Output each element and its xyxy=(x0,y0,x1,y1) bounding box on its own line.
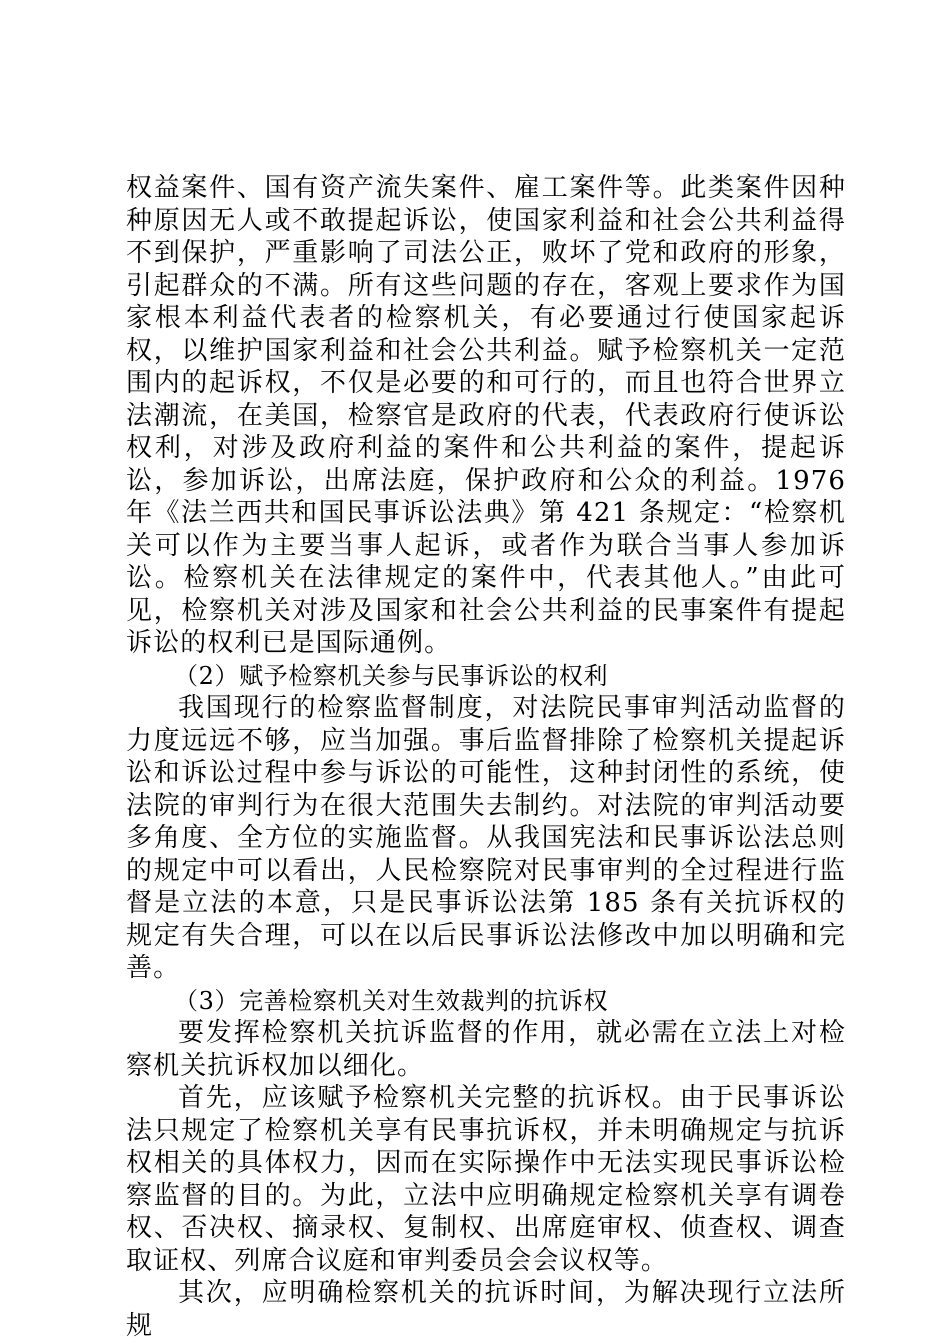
section-heading-3: （3）完善检察机关对生效裁判的抗诉权 xyxy=(174,986,609,1015)
document-body xyxy=(126,172,846,1342)
paragraph-first-point: 首先，应该赋予检察机关完整的抗诉权。由于民事诉讼法只规定了检察机关享有民事抗诉权，并未明确规定与抗诉权相关的具体权力，因而在实际操作中无法实现民事诉讼检察监督的目的。为此，立法中应明确规定检察机关享有调卷权、否决权、摘录权、复制权、出席庭审权、侦查权、调查取证权、列席合议庭和审判委员会会议权等。 xyxy=(126,1083,846,1276)
section-heading-2: （2）赋予检察机关参与民事诉讼的权利 xyxy=(174,661,609,690)
paragraph-continuation: 权益案件、国有资产流失案件、雇工案件等。此类案件因种种原因无人或不敢提起诉讼，使国家利益和社会公共利益得不到保护，严重影响了司法公正，败坏了党和政府的形象，引起群众的不满。所有这些问题的存在，客观上要求作为国家根本利益代表者的检察机关，有必要通过行使国家起诉权，以维护国家利益和社会公共利益。赋予检察机关一定范围内的起诉权，不仅是必要的和可行的，而且也符合世界立法潮流，在美国，检察官是政府的代表，代表政府行使诉讼权利，对涉及政府利益的案件和公共利益的案件，提起诉讼，参加诉讼，出席法庭，保护政府和公众的利益。1976 年《法兰西共和国民事诉讼法典》第 421 条规定：“检察机关可以作为主要当事人起诉，或者作为联合当事人参加诉讼。检察机关在法律规定的案件中，代表其他人。”由此可见，检察机关对涉及国家和社会公共利益的民事案件有提起诉讼的权利已是国际通例。 xyxy=(126,173,846,658)
paragraph-participation: 我国现行的检察监督制度，对法院民事审判活动监督的力度远远不够，应当加强。事后监督排除了检察机关提起诉讼和诉讼过程中参与诉讼的可能性，这种封闭性的系统，使法院的审判行为在很大范围失去制约。对法院的审判活动要多角度、全方位的实施监督。从我国宪法和民事诉讼法总则的规定中可以看出，人民检察院对民事审判的全过程进行监督是立法的本意，只是民事诉讼法第 185 条有关抗诉权的规定有失合理，可以在以后民事诉讼法修改中加以明确和完善。 xyxy=(126,693,846,983)
paragraph-protest-intro: 要发挥检察机关抗诉监督的作用，就必需在立法上对检察机关抗诉权加以细化。 xyxy=(126,1018,846,1081)
paragraph-second-point: 其次，应明确检察机关的抗诉时间，为解决现行立法所规 xyxy=(126,1278,846,1341)
